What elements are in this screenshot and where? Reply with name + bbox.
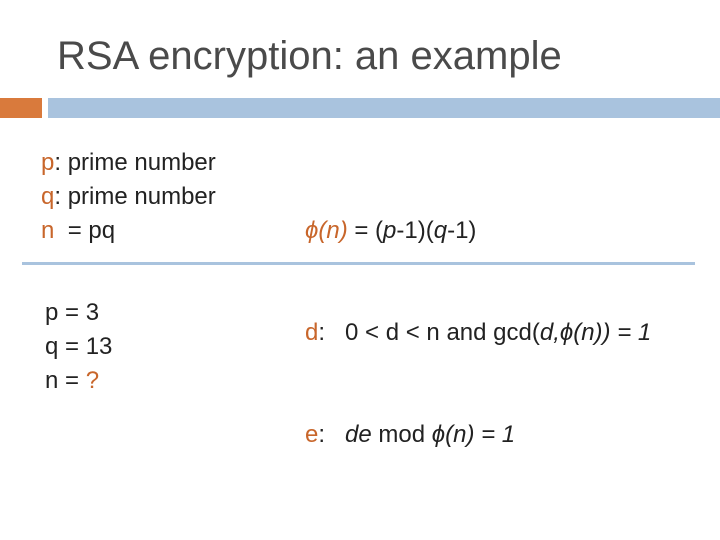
n-text: = pq — [54, 217, 116, 244]
q-definition — [41, 180, 216, 214]
phi-p: p — [383, 217, 397, 244]
slide-title: RSA encryption: an example — [57, 34, 562, 78]
n-unknown: ? — [85, 367, 100, 394]
n-var: n — [41, 217, 55, 244]
accent-bar-orange — [0, 98, 42, 118]
phi-definition — [305, 214, 651, 248]
phi-n: ϕ(n) — [305, 217, 348, 244]
d-text-a: : 0 < d < n and gcd( — [318, 319, 540, 346]
separator-line — [22, 262, 695, 265]
e-tail: ϕ(n) = 1 — [431, 421, 516, 448]
d-var: d — [305, 319, 319, 346]
accent-bar-blue — [48, 98, 720, 118]
e-de: de — [345, 421, 372, 448]
p-definition — [41, 146, 216, 180]
p-var: p — [41, 149, 55, 176]
e-text-a: : — [318, 421, 346, 448]
q-value-line: q = 13 — [45, 333, 113, 360]
p-value-line: p = 3 — [45, 299, 100, 326]
e-mod: mod — [371, 421, 432, 448]
q-var: q — [41, 183, 55, 210]
e-definition — [305, 418, 651, 452]
q-text: : prime number — [54, 183, 216, 210]
phi-eq: = ( — [347, 217, 384, 244]
d-text-b: ) = 1 — [602, 319, 652, 346]
phi-q: q — [433, 217, 448, 244]
d-definition — [305, 316, 651, 350]
phi-minus1a: -1)( — [396, 217, 434, 244]
d-args: d,ϕ(n) — [539, 319, 603, 346]
n-prefix: n = — [45, 367, 86, 394]
p-text: : prime number — [54, 149, 216, 176]
n-definition — [41, 214, 216, 248]
definitions-left — [41, 146, 216, 248]
n-value-line — [45, 364, 112, 398]
definitions-right — [305, 146, 651, 486]
e-var: e — [305, 421, 319, 448]
example-values — [45, 296, 112, 398]
phi-minus1b: -1) — [447, 217, 477, 244]
